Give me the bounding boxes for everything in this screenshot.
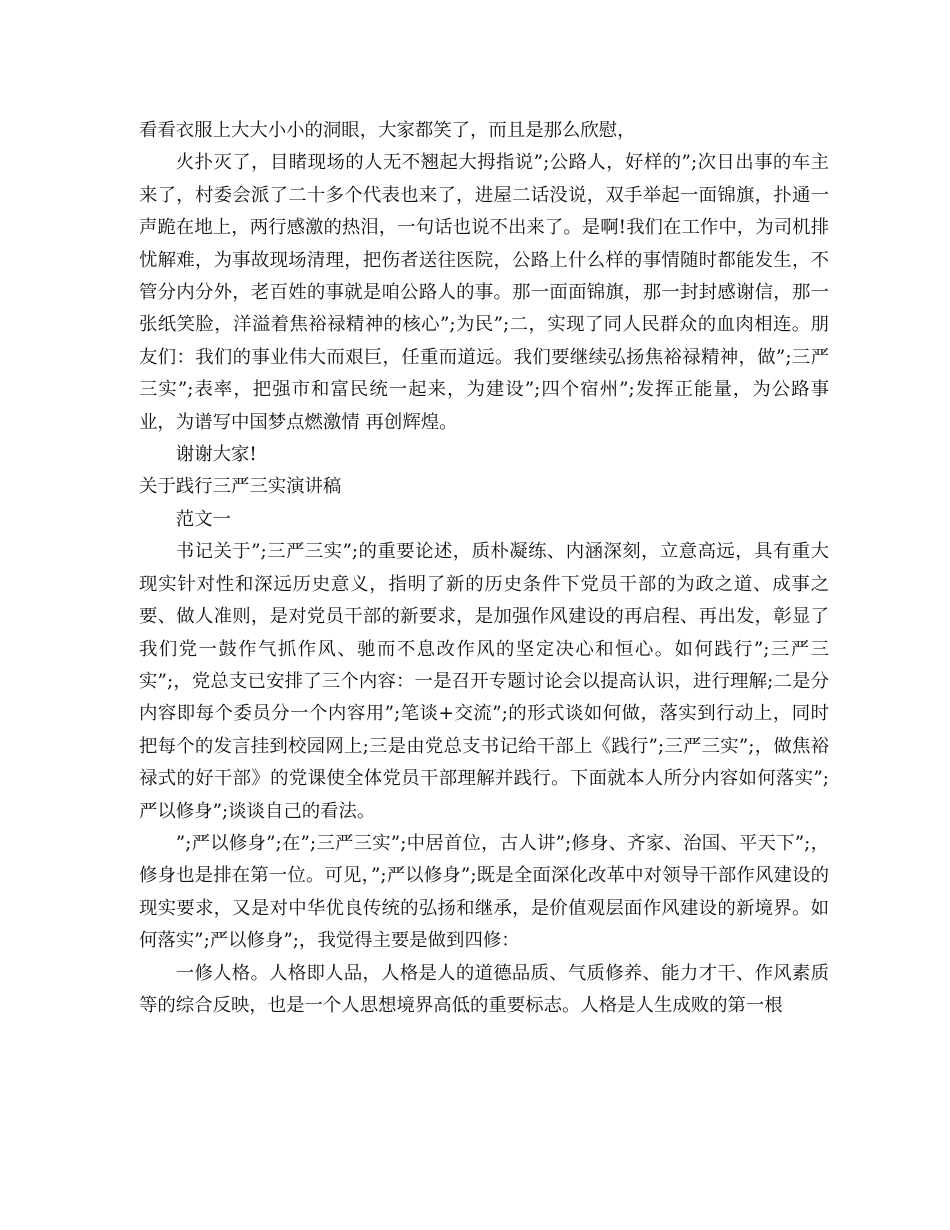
paragraph-self-cultivation: ”;严以修身”;在”;三严三实”;中居首位，古人讲”;修身、齐家、治国、平天下”;，修身也是排在第一位。可见，”;严以修身”;既是全面深化改革中对领导干部作风建设的现实要求，又是对中华优良传统的弘扬和继承，是价值观层面作风建设的新境界。如何落实”;严以修身”;，我觉得主要是做到四修：: [139, 832, 829, 952]
paragraph-intro: 书记关于”;三严三实”;的重要论述，质朴凝练、内涵深刻，立意高远，具有重大现实针对性和深远历史意义，指明了新的历史条件下党员干部的为政之道、成事之要、做人准则，是对党员干部的新要求，是加强作风建设的再启程、再出发，彰显了我们党一鼓作气抓作风、驰而不息改作风的坚定决心和恒心。如何践行”;三严三实”;，党总支已安排了三个内容：一是召开专题讨论会以提高认识，进行理解;二是分内容即每个委员分一个内容用”;笔谈+交流”;的形式谈如何做，落实到行动上，同时把每个的发言挂到校园网上;三是由党总支书记给干部上《践行”;三严三实”;，做焦裕禄式的好干部》的党课使全体党员干部理解并践行。下面就本人所分内容如何落实”;严以修身”;谈谈自己的看法。: [139, 541, 829, 822]
section-title: 关于践行三严三实演讲稿: [139, 476, 342, 498]
sample-label: 范文一: [175, 508, 231, 530]
paragraph-thanks: 谢谢大家!: [175, 444, 257, 466]
paragraph-continuation: 看看衣服上大大小小的洞眼，大家都笑了，而且是那么欣慰，: [139, 120, 636, 141]
document-page: [139, 115, 829, 1022]
paragraph-fire-story: 火扑灭了，目睹现场的人无不翘起大拇指说”;公路人，好样的”;次日出事的车主来了，村委会派了二十多个代表也来了，进屋二话没说，双手举起一面锦旗，扑通一声跪在地上，两行感激的热泪，一句话也说不出来了。是啊!我们在工作中，为司机排忧解难，为事故现场清理，把伤者送往医院，公路上什么样的事情随时都能发生，不管分内分外，老百姓的事就是咱公路人的事。那一面面锦旗，那一封封感谢信，那一张纸笑脸，洋溢着焦裕禄精神的核心”;为民”;二，实现了同人民群众的血肉相连。朋友们：我们的事业伟大而艰巨，任重而道远。我们要继续弘扬焦裕禄精神，做”;三严三实”;表率，把强市和富民统一起来，为建设”;四个宿州”;发挥正能量，为公路事业，为谱写中国梦点燃激情 再创辉煌。: [139, 152, 829, 433]
paragraph-personality: 一修人格。人格即人品，人格是人的道德品质、气质修养、能力才干、作风素质等的综合反映，也是一个人思想境界高低的重要标志。人格是人生成败的第一根: [139, 962, 829, 1016]
